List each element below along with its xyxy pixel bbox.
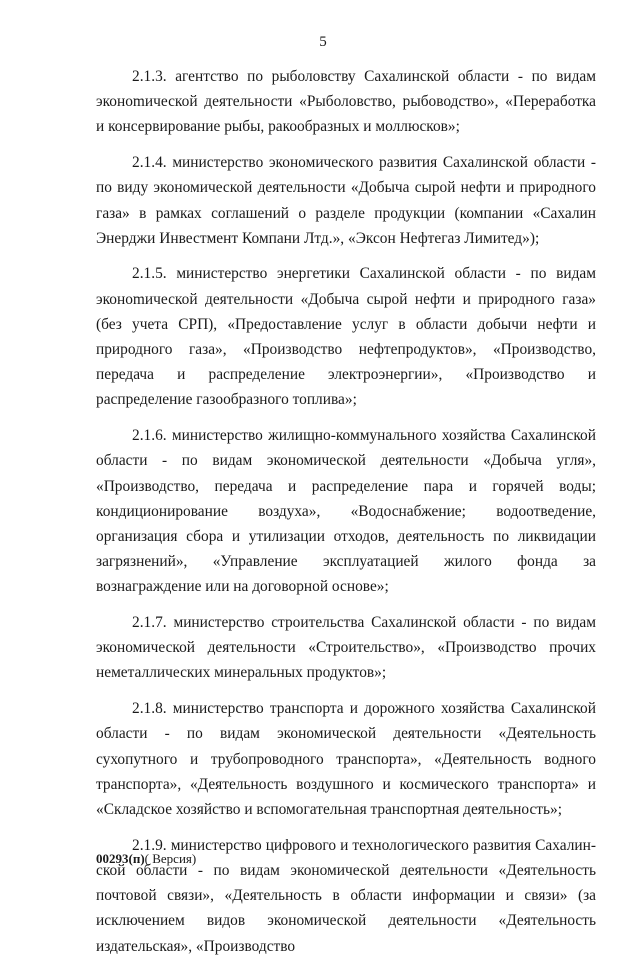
document-body <box>96 64 596 969</box>
paragraph-2-1-3: 2.1.3. агентство по рыболовству Сахалинской области - по видам эконоmической деятельности «Рыболовство, рыбоводство», «Переработка и консервирование рыбы, ракообразных и моллюсков»; <box>96 68 596 136</box>
page-number: 5 <box>319 34 327 50</box>
paragraph-2-1-4: 2.1.4. министерство экономического развития Сахалинской области - по виду экономической деятельности «Добыча сырой нефти и природного газа» в рамках соглашений о разделе продукции (компании «Сахалин Энерджи Инвестмент Компани Лтд.», «Эксон Нефтегаз Лимитед»); <box>96 154 596 247</box>
paragraph-2-1-7: 2.1.7. министерство строительства Сахалинской области - по видам экономической деятельности «Строительство», «Производство прочих неметаллических минеральных продуктов»; <box>96 614 596 682</box>
document-code: 00293(п) <box>96 851 145 866</box>
paragraph-2-1-9: 2.1.9. министерство цифрового и технологического развития Сахалинской области - по видам экономической деятельности «Деятельность почтовой связи», «Деятельность в области информации и связи» (за исключением видов экономической деятельности «Деятельность издательская», «Производство <box>96 836 596 955</box>
paragraph-2-1-5: 2.1.5. министерство энергетики Сахалинской области - по видам эконоmической деятельности «Добыча сырой нефти и природного газа» (без учета СРП), «Предоставление услуг в области добычи нефти и природного газа», «Производство нефтепродуктов», «Производство, передача и распределение электроэнергии», «Производство и распределение газообразного топлива»; <box>96 265 596 409</box>
paragraph-2-1-8: 2.1.8. министерство транспорта и дорожного хозяйства Сахалинской области - по видам экономической деятельности «Деятельность сухопутного и трубопроводного транспорта», «Деятельность водного транспорта», «Деятельность воздушного и космического транспорта» и «Складское хозяйство и вспомогательная транспортная деятельность»; <box>96 700 596 818</box>
document-footer <box>96 851 196 867</box>
paragraph-2-1-6: 2.1.6. министерство жилищно-коммунального хозяйства Сахалинской области - по видам экономической деятельности «Добыча угля», «Производство, передача и распределение пара и горячей воды; кондиционирование воздуха», «Водоснабжение; водоотведение, организация сбора и утилизации отходов, деятельность по ликвидации загрязнений», «Управление эксплуатацией жилого фонда за вознаграждение или на договорной основе»; <box>96 427 596 596</box>
version-label: ( Версия) <box>144 851 197 866</box>
